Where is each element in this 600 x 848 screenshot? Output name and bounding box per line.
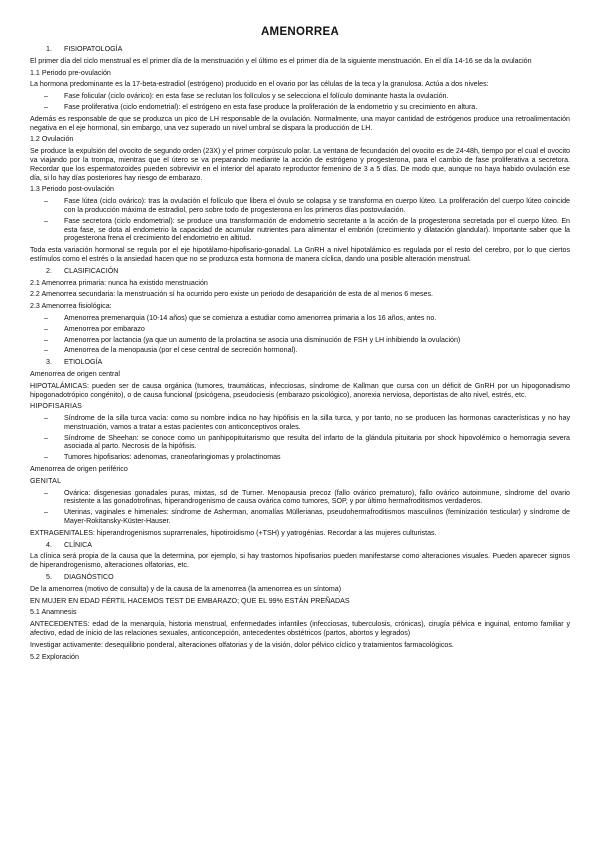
paragraph: De la amenorrea (motivo de consulta) y de la causa de la amenorrea (la amenorrea es un síntoma) — [30, 584, 342, 593]
bullet-list — [30, 92, 570, 112]
list-item: – Fase folicular (ciclo ovárico): en esta fase se reclutan los folículos y se selecciona el folículo dominante hasta la ovulación. — [30, 92, 570, 101]
subsection-line: Amenorrea de origen central — [30, 369, 120, 378]
paragraph: El primer día del ciclo menstrual es el primer día de la menstruación y el último es el primer día de la siguiente menstruación. En el día 14-16 se da la ovulación — [30, 56, 532, 65]
paragraph: Además es responsable de que se produzca un pico de LH responsable de la ovulación. Normalmente, una mayor cantidad de estrógenos produce una retroalimentación negativa en el eje hormonal, sin embargo, una vez superado un nivel umbral se dispara la producción de LH. — [30, 114, 570, 132]
list-item: – Amenorrea por embarazo — [30, 325, 570, 334]
subsection-line: HIPOFISARIAS — [30, 402, 83, 411]
bullet-list — [30, 314, 570, 355]
subsection-line: GENITAL — [30, 476, 62, 485]
subsection-heading: 5.1 Anamnesis — [30, 608, 77, 617]
section-number: 1. — [46, 45, 52, 53]
subsection-line: 2.3 Amenorrea fisiológica: — [30, 302, 112, 311]
bullet-list — [30, 414, 570, 462]
section-label: ETIOLOGÍA — [64, 358, 103, 367]
bullet-list — [30, 489, 570, 526]
paragraph: Investigar activamente: desequilibrio ponderal, alteraciones olfatorias y de la visión, dolor pélvico cíclico y tratamientos farmacológicos. — [30, 640, 454, 649]
section-label: DIAGNÓSTICO — [64, 573, 114, 582]
list-item: – Ovárica: disgenesias gonadales puras, mixtas, sd de Turner. Menopausia precoz (fallo ovárico prematuro), fallo ovárico autoinmune, síndrome del ovario resistente a las gonadotrofinas, hiperandrogenismo de causa ovárica como tumores, SOP, y por último hermafroditismos verdaderos. — [30, 489, 570, 507]
section-heading-fisiopatologia — [46, 45, 570, 54]
list-item: – Tumores hipofisarios: adenomas, craneofaringiomas y prolactinomas — [30, 453, 570, 462]
subsection-heading: 1.3 Periodo post-ovulación — [30, 185, 114, 194]
paragraph: Se produce la expulsión del ovocito de segundo orden (23X) y el primer corpúsculo polar. La ventana de fecundación del ovocito es de 24-48h, tiempo por el cual el ovocito va viajando por la trompa, mientras que el útero se va preparando mediante la acción de estrógeno y progesterona, para el cambio de fase proliferativa a secretora. Recordar que los espermatozoides pueden sobrevivir en el interior del aparato reproductor femenino de 3 a 5 días. De modo que, aunque no haya habido ovulación ese día, si lo hay días posteriores hay riesgo de embarazo. — [30, 147, 570, 182]
page-title: AMENORREA — [260, 26, 340, 38]
subsection-heading: 1.2 Ovulación — [30, 135, 74, 144]
paragraph: La hormona predominante es la 17-beta-estradiol (estrógeno) producido en el ovario por las células de la teca y la granulosa. Actúa a dos niveles: — [30, 80, 489, 89]
section-heading-clasificacion — [46, 267, 570, 276]
section-number: 4. — [46, 540, 52, 549]
subsection-line: Amenorrea de origen periférico — [30, 465, 128, 474]
paragraph: HIPOTALÁMICAS: pueden ser de causa orgánica (tumores, traumáticas, infecciosas, síndrome de Kallman que cursa con un déficit de GnRH por un hipogonadismo hipogonadotrópico congénito), o de causa funcional (psicógena, pseudociesis (embarazo psicológico), anorexia nerviosa, deportistas de alto nivel, estrés, etc. — [30, 381, 570, 399]
section-label: CLASIFICACIÓN — [64, 266, 119, 275]
list-item: – Amenorrea por lactancia (ya que un aumento de la prolactina se asocia una disminución de FSH y LH inhibiendo la ovulación) — [30, 336, 570, 345]
section-heading-diagnostico — [46, 573, 570, 582]
section-label: FISIOPATOLOGÍA — [64, 45, 123, 53]
list-item: – Síndrome de Sheehan: se conoce como un panhipopituitarismo que resulta del infarto de la glándula pituitaria por shock hipovolémico o hemorragia severa asociada al parto. Necrosis de la hipófisis. — [30, 434, 570, 452]
list-item: – Amenorrea de la menopausia (por el cese central de secreción hormonal). — [30, 346, 570, 355]
list-item: – Fase secretora (ciclo endometrial): se produce una transformación de endometrio secretante a la acción de la progesterona secretada por el cuerpo lúteo. En esta fase, se dota al endometrio la capacidad de acumular nutrientes para alimentar el embrión (crecimiento y dilatación glandular). Importante saber que la progesterona frena el crecimiento del endometrio en altitud. — [30, 217, 570, 243]
paragraph: ANTECEDENTES: edad de la menarquía, historia menstrual, enfermedades infantiles (infecciosas, tuberculosis, crónicas), cirugía pélvica e inguinal, entorno familiar y afectivo, edad de inicio de las relaciones sexuales, anticoncepción, antecedentes obstétricos (partos, abortos y legrados) — [30, 620, 570, 638]
subsection-heading: 5.2 Exploración — [30, 652, 79, 661]
subsection-line: 2.1 Amenorrea primaria: nunca ha existido menstruación — [30, 278, 208, 287]
section-number: 2. — [46, 266, 52, 275]
list-item: – Síndrome de la silla turca vacía: como su nombre indica no hay hipófisis en la silla turca, y por tanto, no se producen las hormonas características y no hay menstruación, vamos a tratar a estas pacientes con anticonceptivos orales. — [30, 414, 570, 432]
paragraph: EN MUJER EN EDAD FÉRTIL HACEMOS TEST DE EMBARAZO; QUE EL 99% ESTÁN PREÑADAS — [30, 596, 350, 605]
list-item: – Fase lútea (ciclo ovárico): tras la ovulación el folículo que libera el óvulo se colapsa y se transforma en cuerpo lúteo. La proliferación del cuerpo lúteo coincide con la producción máxima de estradiol, pero sobre todo de progesterona en los primeros días postovulación. — [30, 197, 570, 215]
list-item: – Amenorrea premenarquia (10-14 años) que se comienza a estudiar como amenorrea primaria a los 16 años, antes no. — [30, 314, 570, 323]
list-item: – Uterinas, vaginales e himenales: síndrome de Asherman, anomalías Müllerianas, pseudohermafroditismos masculinos (feminización testicular) y síndrome de Mayer-Rokitansky-Küster-Hauser. — [30, 508, 570, 526]
section-heading-etiologia — [46, 358, 570, 367]
section-number: 3. — [46, 358, 52, 367]
paragraph: Toda esta variación hormonal se regula por el eje hipotálamo-hipofisario-gonadal. La GnRH a nivel hipotalámico es regulada por el resto del cerebro, por lo que ciertos estímulos como el estrés o la ansiedad hacen que no se produzca esta hormona de manera cíclica, dando una posible alteración menstrual. — [30, 246, 570, 263]
bullet-list — [30, 197, 570, 243]
section-label: CLÍNICA — [64, 540, 92, 549]
subsection-heading: 1.1 Periodo pre-ovulación — [30, 68, 111, 77]
section-number: 5. — [46, 573, 52, 582]
subsection-line: 2.2 Amenorrea secundaria: la menstruación sí ha ocurrido pero existe un periodo de desaparición de esta de al menos 6 meses. — [30, 290, 434, 299]
paragraph: EXTRAGENITALES: hiperandrogenismos suprarrenales, hipotiroidismo (+TSH) y yatrogénias. Recordar a las mujeres culturistas. — [30, 528, 437, 537]
list-item: – Fase proliferativa (ciclo endometrial): el estrógeno en esta fase produce la proliferación de la endometrio y su crecimiento en altura. — [30, 103, 570, 112]
section-heading-clinica — [46, 541, 570, 550]
paragraph: La clínica será propia de la causa que la determina, por ejemplo, si hay trastornos hipofisarios pueden manifestarse como alteraciones visuales. Pueden aparecer signos de hiperandrogenismo, alteraciones olfatorias, etc. — [30, 552, 570, 570]
